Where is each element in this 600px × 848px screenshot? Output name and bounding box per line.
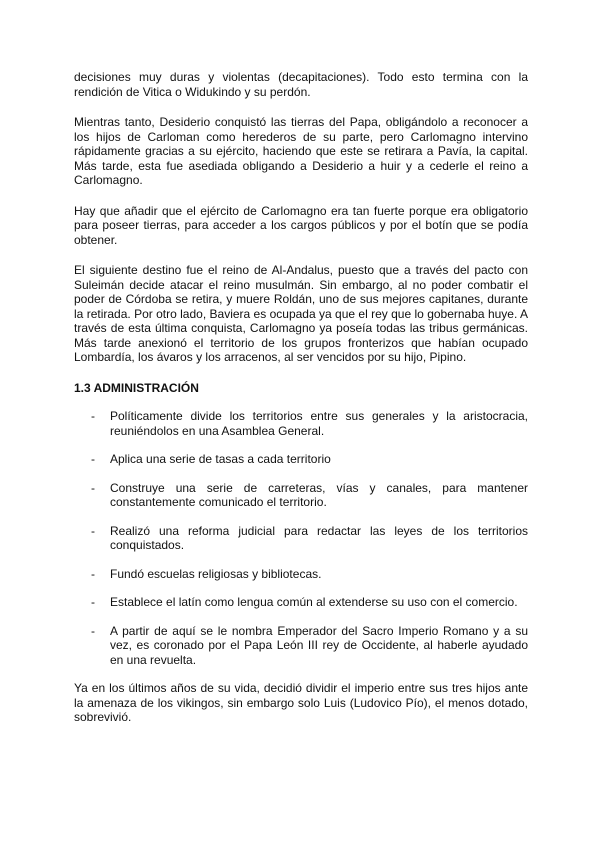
list-item-text: Aplica una serie de tasas a cada territorio bbox=[110, 452, 331, 466]
paragraph-ejercito: Hay que añadir que el ejército de Carlomagno era tan fuerte porque era obligatorio para poseer tierras, para acceder a los cargos públicos y por el botín que se podía obtener. bbox=[74, 203, 528, 247]
bullet-dash: - bbox=[91, 409, 95, 423]
section-heading-administracion: 1.3 ADMINISTRACIÓN bbox=[74, 380, 199, 395]
bullet-dash: - bbox=[91, 523, 95, 538]
list-item bbox=[74, 524, 528, 553]
list-item bbox=[74, 567, 528, 582]
paragraph-desiderio: Mientras tanto, Desiderio conquistó las tierras del Papa, obligándolo a reconocer a los hijos de Carloman como herederos de su parte, pero Carlomagno intervino rápidamente gracias a su ejército, haciendo que este se retirara a Pavía, la capital. Más tarde, esta fue asediada obligando a Desiderio a huir y a cederle el reino a Carlomagno. bbox=[74, 115, 528, 187]
list-item-text: Realizó una reforma judicial para redactar las leyes de los territorios conquistados. bbox=[110, 523, 528, 552]
list-item-text: Fundó escuelas religiosas y bibliotecas. bbox=[110, 566, 322, 581]
bullet-dash: - bbox=[91, 566, 95, 581]
administracion-list bbox=[74, 409, 528, 667]
list-item bbox=[74, 452, 528, 467]
list-item-text: Construye una serie de carreteras, vías y canales, para mantener constantemente comunicado el territorio. bbox=[110, 480, 528, 509]
list-item bbox=[74, 481, 528, 510]
list-item-text: Establece el latín como lengua común al extenderse su uso con el comercio. bbox=[110, 595, 518, 609]
paragraph-vitica: decisiones muy duras y violentas (decapitaciones). Todo esto termina con la rendición de Vitica o Widukindo y su perdón. bbox=[74, 70, 528, 99]
bullet-dash: - bbox=[91, 623, 95, 638]
bullet-dash: - bbox=[91, 452, 95, 466]
document-page bbox=[74, 70, 528, 741]
paragraph-ultimos-anos: Ya en los últimos años de su vida, decidió dividir el imperio entre sus tres hijos ante la amenaza de los vikingos, sin embargo solo Luis (Ludovico Pío), el menos dotado, sobrevivió. bbox=[74, 681, 528, 724]
bullet-dash: - bbox=[91, 595, 95, 609]
bullet-dash: - bbox=[91, 480, 95, 495]
list-item bbox=[74, 624, 528, 668]
list-item bbox=[74, 595, 528, 610]
paragraph-al-andalus: El siguiente destino fue el reino de Al-Andalus, puesto que a través del pacto con Suleimán decide atacar el reino musulmán. Sin embargo, al no poder combatir el poder de Córdoba se retira, y muere Roldán, uno de sus mejores capitanes, durante la retirada. Por otro lado, Baviera es ocupada ya que el rey que lo gobernaba huye. A través de esta última conquista, Carlomagno ya poseía todas las tribus germánicas. Más tarde anexionó el territorio de los grupos fronterizos que habían ocupado Lombardía, los ávaros y los arracenos, al ser vencidos por su hijo, Pipino. bbox=[74, 263, 528, 364]
list-item-text: A partir de aquí se le nombra Emperador del Sacro Imperio Romano y a su vez, es coronado por el Papa León III rey de Occidente, al haberle ayudado en una revuelta. bbox=[110, 623, 528, 667]
list-item bbox=[74, 409, 528, 438]
list-item-text: Políticamente divide los territorios entre sus generales y la aristocracia, reuniéndolos en una Asamblea General. bbox=[110, 409, 528, 438]
